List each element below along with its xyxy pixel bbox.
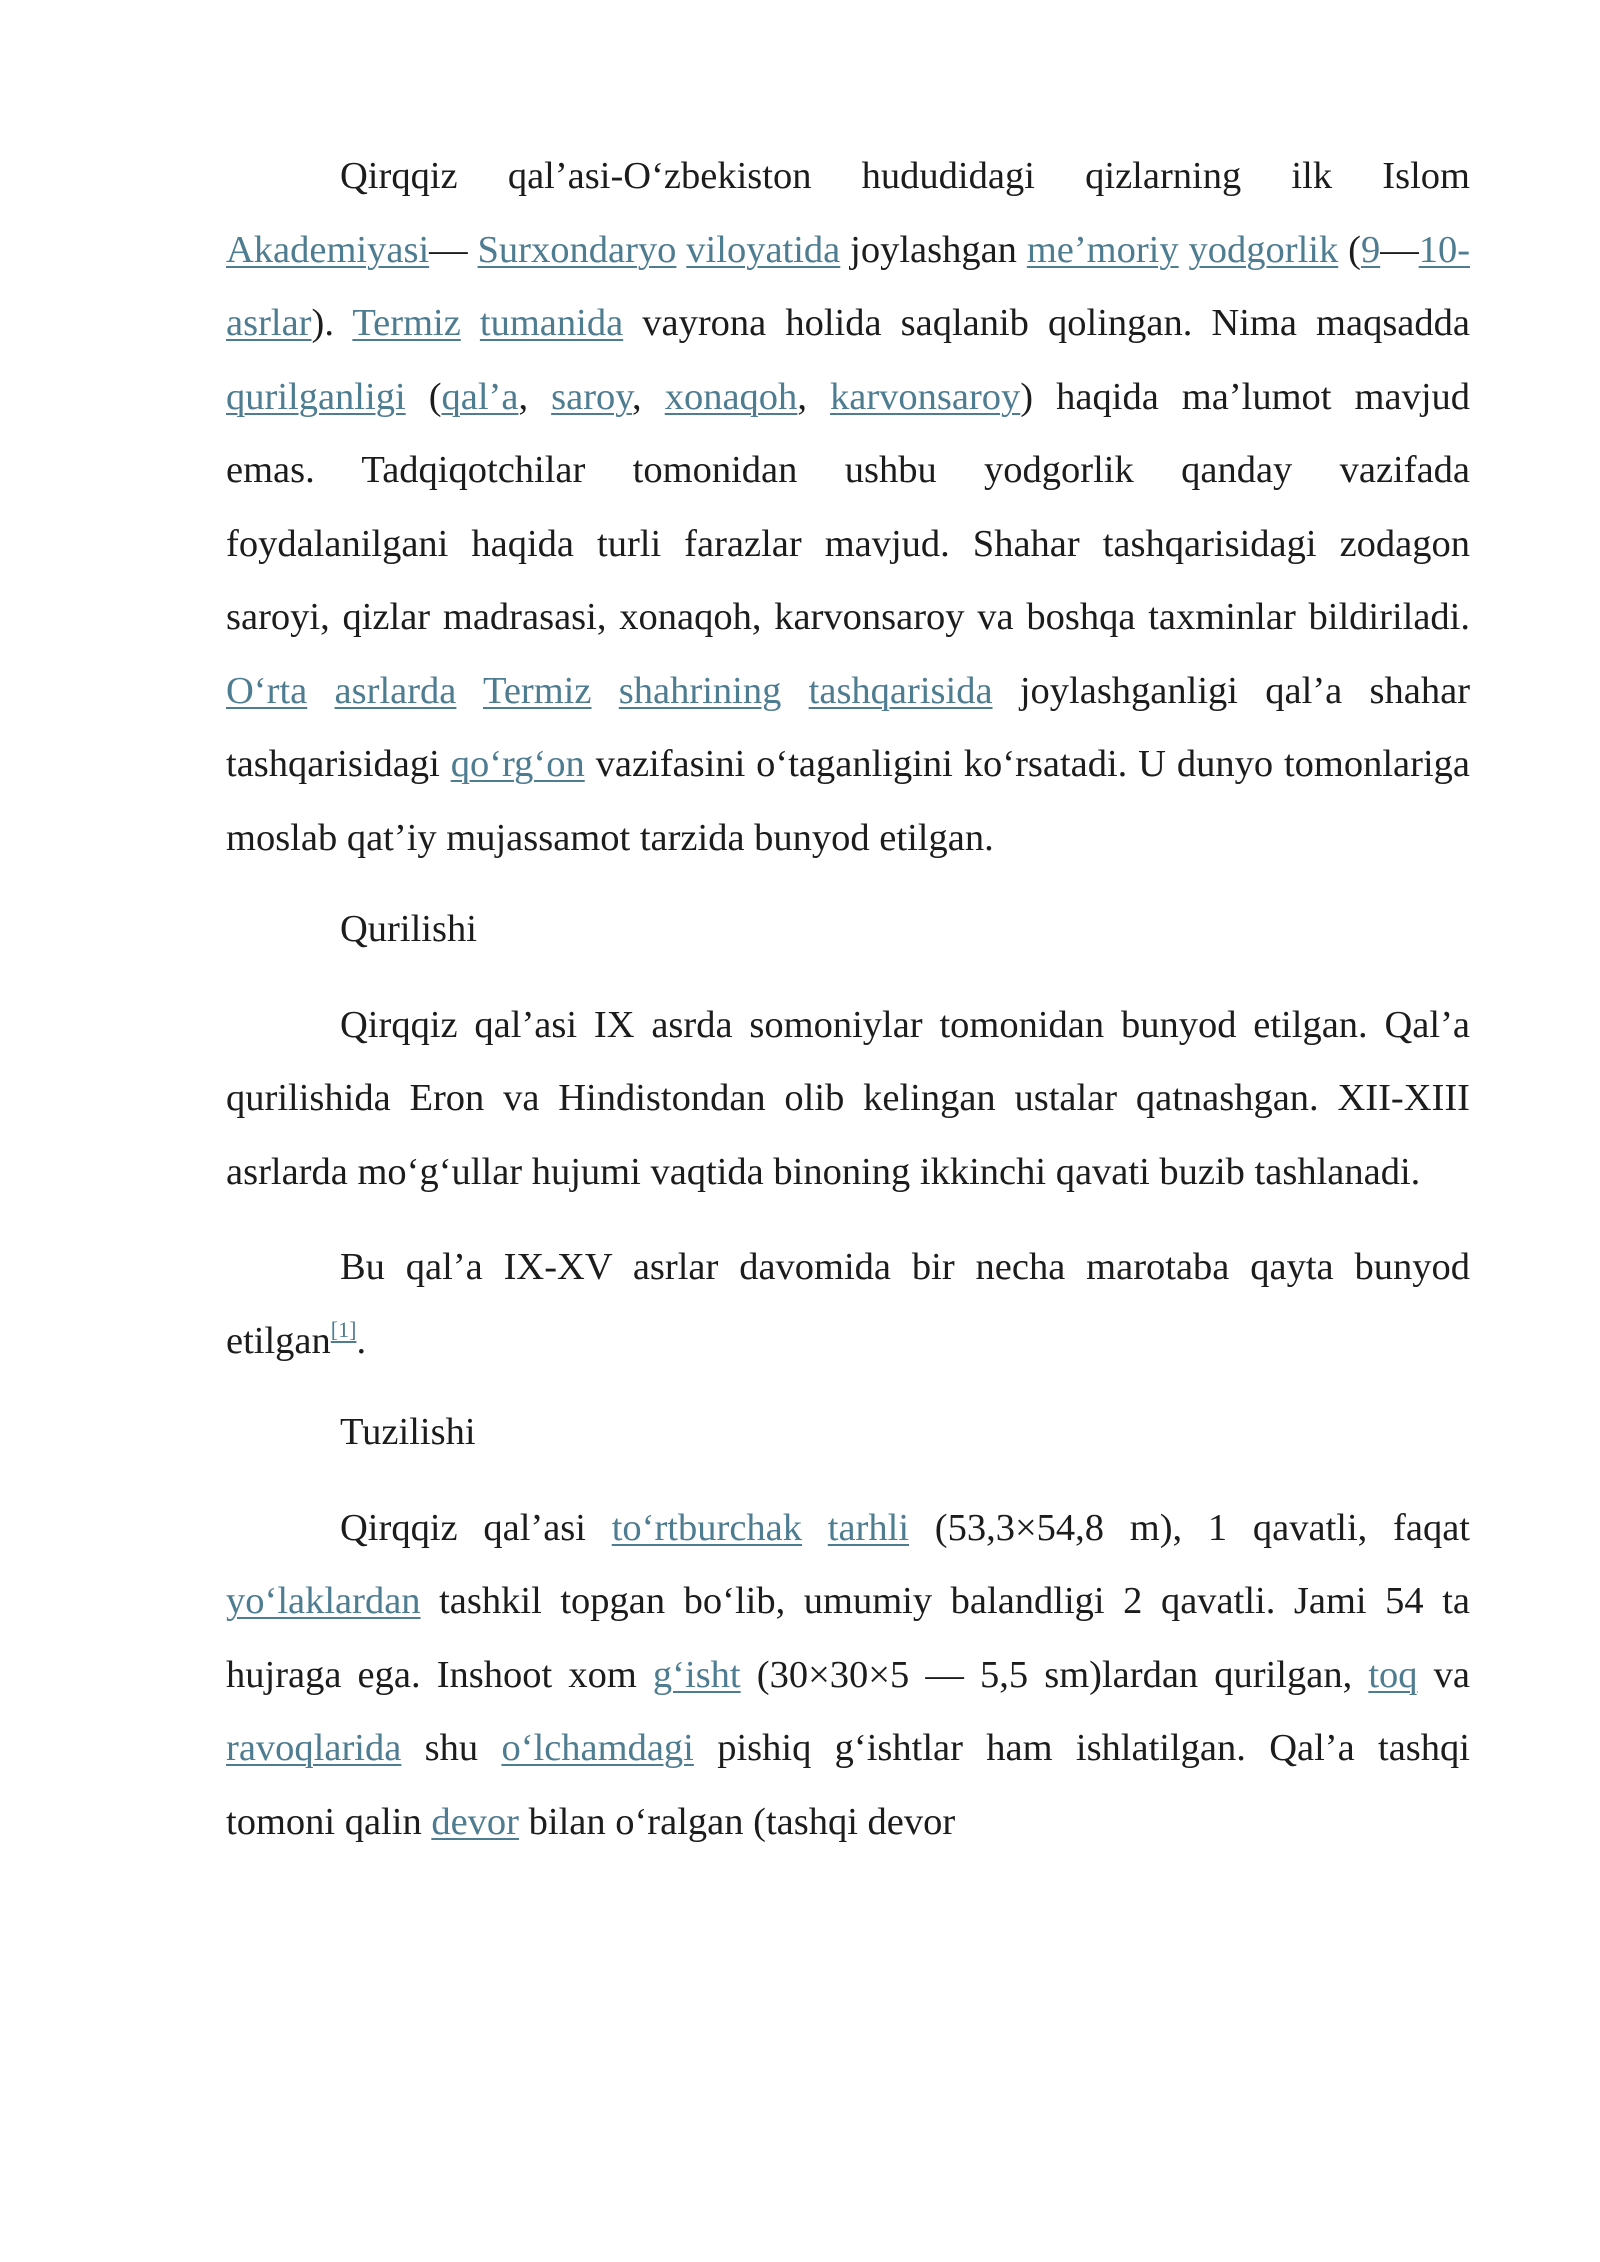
link-termiz-2[interactable]: Termiz — [483, 669, 592, 712]
text: — — [429, 228, 478, 271]
link-surxondaryo[interactable]: Surxondaryo — [477, 228, 677, 271]
text: joylashgan — [840, 228, 1027, 271]
text: (53,3×54,8 m), 1 qavatli, faqat — [909, 1506, 1470, 1549]
footnote-ref-1[interactable]: [1] — [330, 1316, 357, 1342]
text: Qirqqiz qal’asi-O‘zbekiston hududidagi qizlarning ilk Islom — [340, 155, 1470, 197]
text: ( — [405, 375, 442, 418]
text: joylashganligi qal’a shahar tashqarisidagi — [226, 669, 1471, 785]
link-9[interactable]: 9 — [1360, 228, 1381, 271]
text: vazifasini o‘taganligini ko‘rsatadi. U dunyo tomonlariga moslab qat’iy mujassamot tarzida bunyod etilgan. — [226, 743, 1471, 859]
link-viloyatida[interactable]: viloyatida — [686, 228, 841, 271]
link-qala[interactable]: qal’a — [441, 375, 519, 418]
text: — — [1380, 228, 1419, 271]
text — [781, 670, 808, 712]
text: ). — [311, 302, 353, 344]
section-heading-tuzilishi: Tuzilishi — [340, 1411, 476, 1453]
link-karvonsaroy[interactable]: karvonsaroy — [829, 375, 1021, 418]
paragraph-intro — [226, 140, 1470, 875]
link-tashqarisida[interactable]: tashqarisida — [808, 669, 993, 712]
link-tumanida[interactable]: tumanida — [479, 302, 624, 344]
text: (30×30×5 — 5,5 sm)lardan qurilgan, — [740, 1653, 1369, 1696]
link-ravoqlarida[interactable]: ravoqlarida — [226, 1727, 402, 1769]
link-orta[interactable]: O‘rta — [226, 669, 308, 712]
text: Qirqqiz qal’asi — [340, 1506, 612, 1549]
text: Bu qal’a IX-XV asrlar davomida bir necha marotaba qayta bunyod etilgan — [226, 1246, 1470, 1362]
link-10-asrlar[interactable]: 10-asrlar — [226, 228, 1471, 344]
link-devor[interactable]: devor — [431, 1800, 519, 1843]
link-tortburchak[interactable]: to‘rtburchak — [611, 1506, 803, 1549]
link-saroy[interactable]: saroy — [551, 375, 633, 418]
link-qorgon[interactable]: qo‘rg‘on — [450, 743, 585, 785]
link-termiz[interactable]: Termiz — [352, 302, 461, 344]
text — [461, 302, 480, 344]
paragraph-tuzilishi — [226, 1492, 1470, 1860]
text: ( — [1338, 228, 1361, 271]
section-heading-qurilishi: Qurilishi — [340, 908, 477, 950]
paragraph-rebuilt — [226, 1231, 1470, 1378]
text: vayrona holida saqlanib qolingan. Nima maqsadda — [623, 302, 1470, 344]
link-yolaklardan[interactable]: yo‘laklardan — [226, 1580, 421, 1622]
link-memoriy[interactable]: me’moriy — [1026, 228, 1179, 271]
text: va — [1417, 1653, 1470, 1696]
text: , — [797, 375, 830, 418]
link-olchamdagi[interactable]: o‘lchamdagi — [501, 1727, 694, 1769]
text: , — [518, 375, 552, 418]
text — [802, 1507, 828, 1549]
text: pishiq g‘ishtlar ham ishlatilgan. Qal’a tashqi tomoni qalin — [226, 1727, 1470, 1843]
link-qurilganligi[interactable]: qurilganligi — [226, 375, 406, 418]
link-yodgorlik[interactable]: yodgorlik — [1188, 228, 1339, 271]
text: shu — [401, 1727, 502, 1769]
link-tarhli[interactable]: tarhli — [827, 1506, 910, 1549]
link-akademiyasi[interactable]: Akademiyasi — [226, 228, 430, 271]
link-toq[interactable]: toq — [1368, 1653, 1418, 1696]
text — [1179, 229, 1189, 271]
text — [676, 229, 686, 271]
text: . — [356, 1319, 367, 1362]
text: , — [632, 375, 665, 418]
text: tashkil topgan bo‘lib, umumiy balandligi 2 qavatli. Jami 54 ta hujraga ega. Inshoot xom — [226, 1580, 1470, 1696]
link-xonaqoh[interactable]: xonaqoh — [664, 375, 798, 418]
text — [456, 670, 483, 712]
text — [307, 670, 334, 712]
document-page — [226, 140, 1470, 1859]
paragraph-qurilishi: Qirqqiz qal’asi IX asrda somoniylar tomonidan bunyod etilgan. Qal’a qurilishida Eron va Hindistondan olib kelingan ustalar qatnashgan. XII-XIII asrlarda mo‘g‘ullar hujumi vaqtida binoning ikkinchi qavati buzib tashlanadi. — [226, 1003, 1470, 1193]
link-gisht[interactable]: g‘isht — [652, 1653, 741, 1696]
text: ) haqida ma’lumot mavjud emas. Tadqiqotchilar tomonidan ushbu yodgorlik qanday vazifada foydalanilgani haqida turli farazlar mavjud. Shahar tashqarisidagi zodagon saroyi, qizlar madrasasi, xonaqoh, karvonsaroy va boshqa taxminlar bildiriladi. — [226, 375, 1471, 638]
text: bilan o‘ralgan (tashqi devor — [519, 1800, 956, 1843]
link-asrlarda[interactable]: asrlarda — [334, 669, 457, 712]
link-shahrining[interactable]: shahrining — [618, 669, 782, 712]
text — [591, 670, 618, 712]
